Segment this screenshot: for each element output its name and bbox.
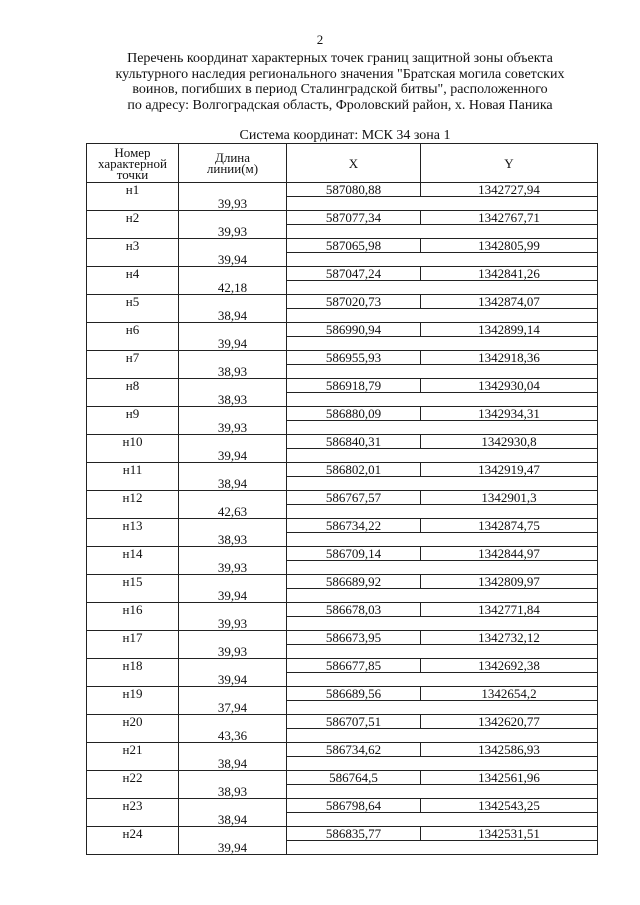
table-row: [87, 659, 598, 673]
empty-cell: [287, 253, 421, 267]
table-row: [87, 729, 598, 743]
empty-cell: [179, 407, 287, 421]
empty-cell: [87, 309, 179, 323]
y-coordinate: 1342543,25: [421, 799, 598, 813]
empty-cell: [87, 253, 179, 267]
table-row: [87, 505, 598, 519]
y-coordinate: 1342874,07: [421, 295, 598, 309]
empty-cell: [421, 225, 598, 239]
empty-cell: [421, 477, 598, 491]
table-row: [87, 799, 598, 813]
x-coordinate: 586955,93: [287, 351, 421, 365]
title-line: по адресу: Волгоградская область, Фроловский район, х. Новая Паника: [127, 97, 553, 113]
empty-cell: [179, 351, 287, 365]
point-name: н18: [87, 659, 179, 673]
line-length: 39,94: [217, 671, 248, 687]
empty-cell: [287, 841, 421, 855]
table-row: [87, 365, 598, 379]
empty-cell: [287, 533, 421, 547]
point-name: н24: [87, 827, 179, 841]
point-name: н3: [87, 239, 179, 253]
empty-cell: [179, 687, 287, 701]
empty-cell: [287, 785, 421, 799]
empty-cell: [87, 225, 179, 239]
empty-cell: [287, 813, 421, 827]
header-line-length: Длина линии(м): [179, 144, 287, 183]
empty-cell: [87, 365, 179, 379]
x-coordinate: 587065,98: [287, 239, 421, 253]
point-name: н9: [87, 407, 179, 421]
empty-cell: [87, 589, 179, 603]
table-row: [87, 197, 598, 211]
empty-cell: [87, 393, 179, 407]
table-row: [87, 575, 598, 589]
empty-cell: [287, 421, 421, 435]
x-coordinate: 586764,5: [287, 771, 421, 785]
table-row: [87, 603, 598, 617]
table-row: [87, 323, 598, 337]
table-row: [87, 253, 598, 267]
empty-cell: [87, 533, 179, 547]
line-length: 39,94: [179, 841, 287, 855]
empty-cell: [421, 533, 598, 547]
y-coordinate: 1342874,75: [421, 519, 598, 533]
empty-cell: [287, 561, 421, 575]
table-row: [87, 463, 598, 477]
header-y: Y: [421, 144, 598, 183]
table-row: [87, 407, 598, 421]
empty-cell: [421, 757, 598, 771]
point-name: н22: [87, 771, 179, 785]
line-length: 42,63: [217, 503, 248, 519]
empty-cell: [179, 295, 287, 309]
table-row: [87, 813, 598, 827]
x-coordinate: 587077,34: [287, 211, 421, 225]
table-body: [87, 183, 598, 855]
empty-cell: [421, 617, 598, 631]
point-name: н23: [87, 799, 179, 813]
table-row: [87, 477, 598, 491]
point-name: н6: [87, 323, 179, 337]
y-coordinate: 1342930,04: [421, 379, 598, 393]
table-row: [87, 379, 598, 393]
y-coordinate: 1342899,14: [421, 323, 598, 337]
line-length: 38,93: [217, 531, 248, 547]
empty-cell: [179, 323, 287, 337]
empty-cell: [179, 547, 287, 561]
table-row: [87, 225, 598, 239]
y-coordinate: 1342805,99: [421, 239, 598, 253]
empty-cell: [179, 267, 287, 281]
table-row: [87, 743, 598, 757]
point-name: н16: [87, 603, 179, 617]
table-row: [87, 337, 598, 351]
empty-cell: [421, 421, 598, 435]
x-coordinate: 586734,62: [287, 743, 421, 757]
empty-cell: [87, 505, 179, 519]
x-coordinate: 586673,95: [287, 631, 421, 645]
empty-cell: [287, 365, 421, 379]
empty-cell: [87, 729, 179, 743]
coordinates-table: [86, 143, 598, 855]
empty-cell: [179, 435, 287, 449]
empty-cell: [179, 603, 287, 617]
table-row: [87, 841, 598, 855]
table-row: [87, 491, 598, 505]
empty-cell: [287, 477, 421, 491]
line-length: 42,18: [217, 279, 248, 295]
y-coordinate: 1342809,97: [421, 575, 598, 589]
line-length: 39,94: [217, 251, 248, 267]
empty-cell: [87, 281, 179, 295]
empty-cell: [87, 813, 179, 827]
x-coordinate: 586918,79: [287, 379, 421, 393]
header-point-number: Номер характерной точки: [87, 144, 179, 183]
empty-cell: [421, 505, 598, 519]
empty-cell: [287, 645, 421, 659]
line-length: 38,94: [217, 755, 248, 771]
table-row: [87, 687, 598, 701]
header-x: X: [287, 144, 421, 183]
line-length: 38,94: [217, 475, 248, 491]
empty-cell: [421, 309, 598, 323]
point-name: н19: [87, 687, 179, 701]
empty-cell: [179, 715, 287, 729]
empty-cell: [421, 729, 598, 743]
point-name: н12: [87, 491, 179, 505]
x-coordinate: 586990,94: [287, 323, 421, 337]
y-coordinate: 1342918,36: [421, 351, 598, 365]
table-row: [87, 589, 598, 603]
y-coordinate: 1342732,12: [421, 631, 598, 645]
table-row: [87, 631, 598, 645]
point-name: н1: [87, 183, 179, 197]
empty-cell: [421, 645, 598, 659]
point-name: н5: [87, 295, 179, 309]
line-length: 39,93: [217, 559, 248, 575]
empty-cell: [421, 813, 598, 827]
empty-cell: [287, 393, 421, 407]
empty-cell: [421, 197, 598, 211]
table-row: [87, 211, 598, 225]
x-coordinate: 586835,77: [287, 827, 421, 841]
table-row: [87, 561, 598, 575]
empty-cell: [287, 673, 421, 687]
empty-cell: [87, 337, 179, 351]
empty-cell: [179, 379, 287, 393]
empty-cell: [421, 449, 598, 463]
title-line: культурного наследия регионального значения "Братская могила советских: [115, 66, 565, 82]
line-length: 38,93: [217, 391, 248, 407]
empty-cell: [287, 589, 421, 603]
table-row: [87, 309, 598, 323]
title-line: Перечень координат характерных точек границ защитной зоны объекта: [127, 51, 553, 66]
empty-cell: [179, 463, 287, 477]
empty-cell: [287, 701, 421, 715]
x-coordinate: 586677,85: [287, 659, 421, 673]
empty-cell: [179, 771, 287, 785]
y-coordinate: 1342844,97: [421, 547, 598, 561]
table-row: [87, 757, 598, 771]
point-name: н14: [87, 547, 179, 561]
y-coordinate: 1342901,3: [421, 491, 598, 505]
table-row: [87, 281, 598, 295]
table-row: [87, 533, 598, 547]
empty-cell: [421, 785, 598, 799]
empty-cell: [287, 197, 421, 211]
point-name: н2: [87, 211, 179, 225]
line-length: 38,93: [217, 783, 248, 799]
line-length: 37,94: [217, 699, 248, 715]
empty-cell: [179, 827, 287, 841]
empty-cell: [87, 645, 179, 659]
empty-cell: [87, 197, 179, 211]
table-row: [87, 673, 598, 687]
table-row: [87, 645, 598, 659]
empty-cell: [179, 575, 287, 589]
table-row: [87, 519, 598, 533]
table-row: [87, 785, 598, 799]
table-row: [87, 715, 598, 729]
y-coordinate: 1342727,94: [421, 183, 598, 197]
empty-cell: [421, 673, 598, 687]
line-length: 38,94: [217, 307, 248, 323]
table-row: [87, 547, 598, 561]
table-row: [87, 701, 598, 715]
x-coordinate: 586734,22: [287, 519, 421, 533]
empty-cell: [421, 337, 598, 351]
y-coordinate: 1342531,51: [421, 827, 598, 841]
document-title: [70, 51, 610, 113]
table-row: [87, 183, 598, 197]
line-length: 43,36: [217, 727, 248, 743]
empty-cell: [179, 631, 287, 645]
table-row: [87, 421, 598, 435]
table-row: [87, 351, 598, 365]
table-row: [87, 295, 598, 309]
line-length: 38,94: [217, 811, 248, 827]
empty-cell: [421, 561, 598, 575]
x-coordinate: 586709,14: [287, 547, 421, 561]
y-coordinate: 1342654,2: [421, 687, 598, 701]
x-coordinate: 586840,31: [287, 435, 421, 449]
empty-cell: [179, 743, 287, 757]
empty-cell: [287, 225, 421, 239]
table-row: [87, 239, 598, 253]
x-coordinate: 586767,57: [287, 491, 421, 505]
point-name: н7: [87, 351, 179, 365]
y-coordinate: 1342841,26: [421, 267, 598, 281]
empty-cell: [287, 449, 421, 463]
empty-cell: [87, 785, 179, 799]
empty-cell: [421, 253, 598, 267]
point-name: н8: [87, 379, 179, 393]
empty-cell: [287, 309, 421, 323]
y-coordinate: 1342919,47: [421, 463, 598, 477]
coordinate-system-label: Система координат: МСК 34 зона 1: [239, 128, 451, 143]
y-coordinate: 1342771,84: [421, 603, 598, 617]
table-row: [87, 617, 598, 631]
table-header-row: [87, 144, 598, 183]
empty-cell: [421, 393, 598, 407]
empty-cell: [87, 841, 179, 855]
y-coordinate: 1342561,96: [421, 771, 598, 785]
line-length: 39,94: [217, 447, 248, 463]
empty-cell: [421, 589, 598, 603]
empty-cell: [87, 701, 179, 715]
point-name: н21: [87, 743, 179, 757]
empty-cell: [179, 211, 287, 225]
x-coordinate: 586880,09: [287, 407, 421, 421]
line-length: 38,93: [217, 363, 248, 379]
y-coordinate: 1342767,71: [421, 211, 598, 225]
x-coordinate: 586678,03: [287, 603, 421, 617]
empty-cell: [87, 421, 179, 435]
empty-cell: [179, 659, 287, 673]
empty-cell: [421, 365, 598, 379]
table-row: [87, 435, 598, 449]
table-row: [87, 771, 598, 785]
x-coordinate: 586689,56: [287, 687, 421, 701]
point-name: н13: [87, 519, 179, 533]
empty-cell: [287, 757, 421, 771]
point-name: н4: [87, 267, 179, 281]
point-name: н15: [87, 575, 179, 589]
empty-cell: [287, 505, 421, 519]
line-length: 39,94: [217, 587, 248, 603]
empty-cell: [179, 491, 287, 505]
y-coordinate: 1342934,31: [421, 407, 598, 421]
empty-cell: [179, 799, 287, 813]
x-coordinate: 586798,64: [287, 799, 421, 813]
line-length: 39,94: [217, 335, 248, 351]
empty-cell: [287, 617, 421, 631]
line-length: 39,93: [217, 195, 248, 211]
table-row: [87, 393, 598, 407]
point-name: н11: [87, 463, 179, 477]
title-line: воинов, погибших в период Сталинградской битвы", расположенного: [132, 82, 548, 97]
line-length: 39,93: [217, 643, 248, 659]
x-coordinate: 587020,73: [287, 295, 421, 309]
empty-cell: [87, 617, 179, 631]
empty-cell: [179, 519, 287, 533]
x-coordinate: 587047,24: [287, 267, 421, 281]
empty-cell: [421, 701, 598, 715]
table-row: [87, 449, 598, 463]
empty-cell: [179, 183, 287, 197]
point-name: н10: [87, 435, 179, 449]
y-coordinate: 1342692,38: [421, 659, 598, 673]
y-coordinate: 1342620,77: [421, 715, 598, 729]
line-length: 39,93: [217, 223, 248, 239]
line-length: 39,93: [217, 615, 248, 631]
x-coordinate: 587080,88: [287, 183, 421, 197]
empty-cell: [179, 239, 287, 253]
point-name: н17: [87, 631, 179, 645]
y-coordinate: 1342586,93: [421, 743, 598, 757]
x-coordinate: 586707,51: [287, 715, 421, 729]
empty-cell: [287, 281, 421, 295]
line-length: 39,93: [217, 419, 248, 435]
table-row: [87, 827, 598, 841]
point-name: н20: [87, 715, 179, 729]
empty-cell: [87, 449, 179, 463]
page-number: 2: [316, 32, 324, 47]
empty-cell: [421, 281, 598, 295]
empty-cell: [87, 673, 179, 687]
empty-cell: [287, 729, 421, 743]
x-coordinate: 586802,01: [287, 463, 421, 477]
empty-cell: [87, 477, 179, 491]
empty-cell: [87, 757, 179, 771]
empty-cell: [87, 561, 179, 575]
empty-cell: [421, 841, 598, 855]
empty-cell: [287, 337, 421, 351]
table-row: [87, 267, 598, 281]
x-coordinate: 586689,92: [287, 575, 421, 589]
y-coordinate: 1342930,8: [421, 435, 598, 449]
